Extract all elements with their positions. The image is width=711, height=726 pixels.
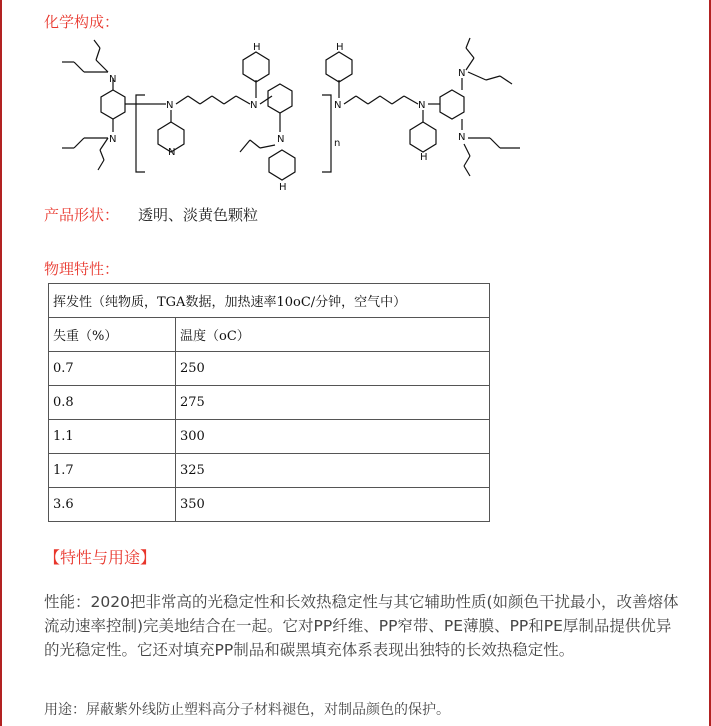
cell-temperature: 275 [176,386,490,420]
composition-heading: 化学构成： [44,13,120,31]
atom-label: N [109,134,117,145]
table-header-row [49,318,490,352]
table-row [49,488,490,522]
usage-paragraph: 用途：屏蔽紫外线防止塑料高分子材料褪色，对制品颜色的保护。 [44,702,450,718]
left-border [0,0,2,726]
chemical-structure-diagram [48,36,528,196]
table-row [49,386,490,420]
cell-weight-loss: 1.7 [49,454,176,488]
repeat-n-label: n [334,138,341,149]
atom-label: N [109,74,117,85]
shape-heading: 产品形状： [44,206,120,224]
table-row [49,454,490,488]
atom-label: H [420,152,428,163]
features-heading: 【特性与用途】 [44,548,157,567]
physical-heading: 物理特性： [44,260,120,278]
cell-weight-loss: 3.6 [49,488,176,522]
cell-temperature: 325 [176,454,490,488]
atom-label: N [166,100,174,111]
atom-label: N [458,132,466,143]
atom-label: N [334,100,342,111]
atom-label: N [277,134,285,145]
table-row [49,352,490,386]
atom-label: H [336,42,344,53]
atom-label: H [279,182,287,193]
atom-label: N [250,100,258,111]
table-row [49,420,490,454]
performance-paragraph: 性能：2020把非常高的光稳定性和长效热稳定性与其它辅助性质(如颜色干扰最小，改善熔体流动速率控制)完美地结合在一起。它对PP纤维、PP窄带、PE薄膜、PP和PE厚制品提供优异的光稳定性。它还对填充PP制品和碳黑填充体系表现出独特的长效热稳定性。 [44,593,679,659]
cell-temperature: 250 [176,352,490,386]
left-triazine [62,40,150,170]
header-temperature: 温度（oC） [176,318,490,352]
atom-label: N [168,147,176,158]
atom-label: H [253,42,261,53]
table-title: 挥发性（纯物质，TGA数据，加热速率10oC/分钟，空气中） [49,284,490,318]
cell-weight-loss: 0.8 [49,386,176,420]
volatility-table [48,283,490,522]
cell-temperature: 350 [176,488,490,522]
shape-value: 透明、淡黄色颗粒 [138,206,259,224]
atom-label: N [458,68,466,79]
atom-label: N [418,100,426,111]
cell-temperature: 300 [176,420,490,454]
table-title-row [49,284,490,318]
cell-weight-loss: 0.7 [49,352,176,386]
cell-weight-loss: 1.1 [49,420,176,454]
header-weight-loss: 失重（%） [49,318,176,352]
